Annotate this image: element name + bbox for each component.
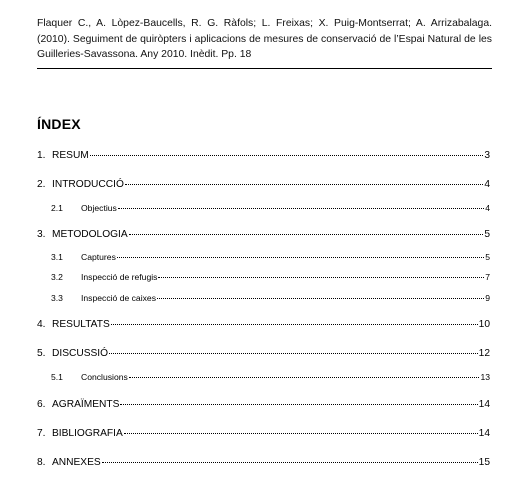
toc-entry-number: 6. (37, 399, 46, 410)
toc-entry-number: 7. (37, 428, 46, 439)
toc-entry-label: METODOLOGIA (52, 229, 128, 240)
toc-entry-number: 2. (37, 179, 46, 190)
toc-entry-label: ANNEXES (52, 457, 101, 468)
toc-title: ÍNDEX (37, 116, 81, 132)
toc-entry-label: DISCUSSIÓ (52, 348, 109, 359)
toc-entry-discussio[interactable] (37, 348, 490, 362)
toc-entry-objectius[interactable] (51, 203, 490, 217)
dot-leader (111, 324, 478, 325)
dot-leader (102, 462, 478, 463)
toc-entry-resum[interactable] (37, 150, 490, 164)
toc-entry-inspeccio-caixes[interactable] (51, 293, 490, 307)
toc-entry-inspeccio-refugis[interactable] (51, 272, 490, 286)
toc-entry-bibliografia[interactable] (37, 428, 490, 442)
toc-entry-introduccio[interactable] (37, 179, 490, 193)
citation-header: Flaquer C., A. Lòpez-Baucells, R. G. Ràfols; L. Freixas; X. Puig-Montserrat; A. Arrizabalaga. (2010). Seguiment de quiròpters i aplicacions de mesures de conservació de l’Espai Natural de les Guilleries-Savassona. Any 2010. Inèdit. Pp. 18 (37, 18, 492, 60)
toc-entry-agraiments[interactable] (37, 399, 490, 413)
dot-leader (90, 155, 484, 156)
toc-entry-resultats[interactable] (37, 319, 490, 333)
toc-entry-page: 10 (478, 319, 490, 330)
toc-entry-number: 2.1 (51, 203, 63, 213)
dot-leader (129, 234, 484, 235)
toc-entry-metodologia[interactable] (37, 229, 490, 243)
toc-entry-page: 4 (485, 203, 490, 213)
dot-leader (118, 208, 484, 209)
toc-entry-number: 3. (37, 229, 46, 240)
dot-leader (158, 277, 484, 278)
toc-entry-number: 5. (37, 348, 46, 359)
toc-entry-page: 3 (484, 150, 490, 161)
toc-entry-page: 5 (485, 252, 490, 262)
toc-entry-page: 14 (478, 428, 490, 439)
dot-leader (109, 353, 478, 354)
toc-entry-number: 5.1 (51, 372, 63, 382)
toc-entry-page: 7 (485, 272, 490, 282)
toc-entry-label: Inspecció de caixes (81, 293, 156, 303)
toc-entry-page: 9 (485, 293, 490, 303)
dot-leader (120, 404, 477, 405)
toc-entry-label: Conclusions (81, 372, 128, 382)
toc-entry-page: 14 (478, 399, 490, 410)
toc-entry-page: 5 (484, 229, 490, 240)
toc-entry-label: INTRODUCCIÓ (52, 179, 124, 190)
toc-entry-annexes[interactable] (37, 457, 490, 471)
toc-entry-captures[interactable] (51, 252, 490, 266)
toc-entry-label: RESULTATS (52, 319, 110, 330)
dot-leader (157, 298, 484, 299)
toc-entry-page: 15 (478, 457, 490, 468)
header-divider (37, 68, 492, 69)
toc-entry-label: RESUM (52, 150, 89, 161)
toc-entry-label: BIBLIOGRAFIA (52, 428, 123, 439)
toc-entry-number: 3.3 (51, 293, 63, 303)
toc-entry-label: Objectius (81, 203, 117, 213)
toc-entry-page: 12 (478, 348, 490, 359)
toc-entry-number: 4. (37, 319, 46, 330)
toc-entry-conclusions[interactable] (51, 372, 490, 386)
dot-leader (125, 184, 483, 185)
toc-entry-number: 3.1 (51, 252, 63, 262)
dot-leader (117, 257, 484, 258)
toc-entry-number: 8. (37, 457, 46, 468)
toc-entry-page: 4 (484, 179, 490, 190)
dot-leader (124, 433, 478, 434)
toc-entry-number: 3.2 (51, 272, 63, 282)
toc-entry-number: 1. (37, 150, 46, 161)
dot-leader (129, 377, 480, 378)
toc-entry-page: 13 (480, 372, 490, 382)
toc-entry-label: Captures (81, 252, 116, 262)
toc-entry-label: AGRAÏMENTS (52, 399, 120, 410)
toc-entry-label: Inspecció de refugis (81, 272, 158, 282)
